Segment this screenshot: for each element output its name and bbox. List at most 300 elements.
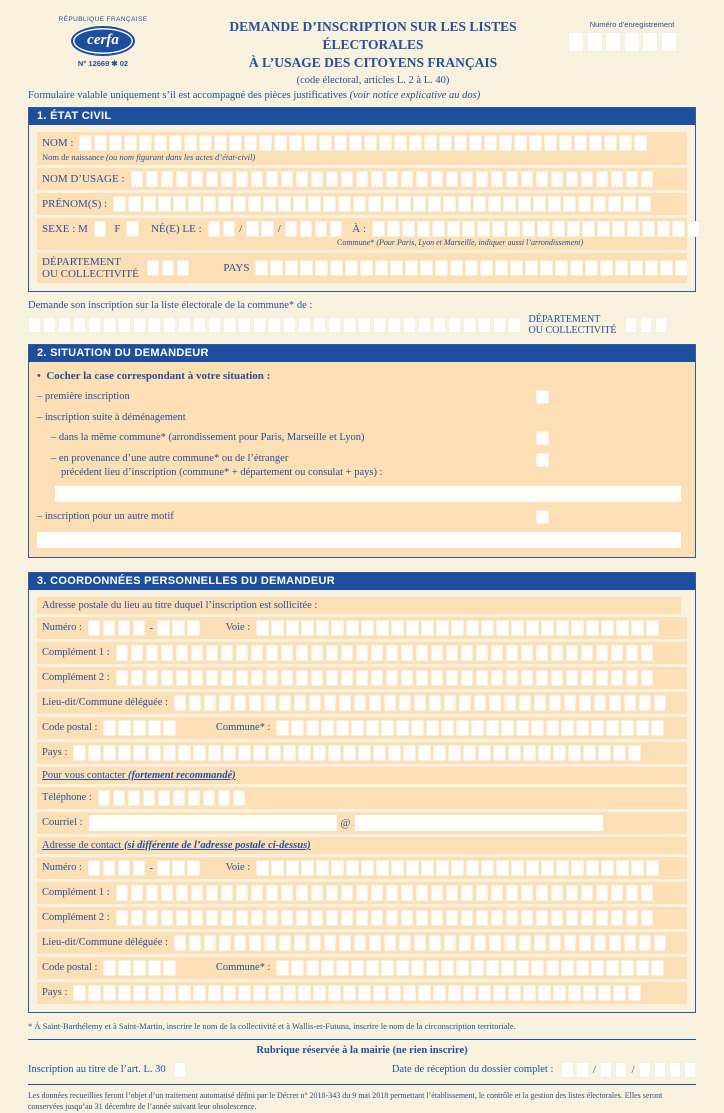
char-box[interactable] [321,960,334,976]
char-box[interactable] [645,260,658,276]
char-box[interactable] [516,960,529,976]
char-box[interactable] [286,860,299,876]
contact-numero-bis-input[interactable] [157,860,200,876]
char-box[interactable] [221,910,234,926]
char-box[interactable] [611,645,624,661]
char-box[interactable] [371,910,384,926]
char-box[interactable] [631,620,644,636]
char-box[interactable] [426,960,439,976]
char-box[interactable] [316,860,329,876]
postal-numero-input[interactable] [88,620,146,636]
char-box[interactable] [630,260,643,276]
char-box[interactable] [463,317,476,333]
char-box[interactable] [133,745,146,761]
char-box[interactable] [188,196,201,212]
char-box[interactable] [188,790,201,806]
char-box[interactable] [351,960,364,976]
char-box[interactable] [133,860,146,876]
char-box[interactable] [581,885,594,901]
char-box[interactable] [244,135,257,151]
char-box[interactable] [388,317,401,333]
char-box[interactable] [387,221,400,237]
char-box[interactable] [313,317,326,333]
char-box[interactable] [353,196,366,212]
char-box[interactable] [219,695,232,711]
char-box[interactable] [208,745,221,761]
char-box[interactable] [568,745,581,761]
char-box[interactable] [432,221,445,237]
char-box[interactable] [281,910,294,926]
char-box[interactable] [386,910,399,926]
char-box[interactable] [661,32,677,52]
char-box[interactable] [146,670,159,686]
char-box[interactable] [208,317,221,333]
char-box[interactable] [523,745,536,761]
char-box[interactable] [157,620,170,636]
char-box[interactable] [147,260,160,276]
char-box[interactable] [174,695,187,711]
char-box[interactable] [657,221,670,237]
char-box[interactable] [429,935,442,951]
postal-numero-bis-input[interactable] [157,620,200,636]
char-box[interactable] [508,745,521,761]
registration-number-boxes[interactable] [568,32,696,52]
char-box[interactable] [161,910,174,926]
char-box[interactable] [373,985,386,1001]
char-box[interactable] [451,860,464,876]
char-box[interactable] [309,695,322,711]
char-box[interactable] [294,695,307,711]
char-box[interactable] [219,935,232,951]
char-box[interactable] [576,720,589,736]
char-box[interactable] [403,985,416,1001]
postal-complement1-input[interactable] [116,645,654,661]
char-box[interactable] [399,935,412,951]
char-box[interactable] [203,196,216,212]
char-box[interactable] [294,935,307,951]
char-box[interactable] [371,885,384,901]
char-box[interactable] [624,695,637,711]
char-box[interactable] [492,221,505,237]
char-box[interactable] [176,910,189,926]
char-box[interactable] [411,960,424,976]
char-box[interactable] [184,135,197,151]
char-box[interactable] [323,196,336,212]
char-box[interactable] [654,1062,667,1078]
char-box[interactable] [351,720,364,736]
char-box[interactable] [458,196,471,212]
char-box[interactable] [540,260,553,276]
char-box[interactable] [116,910,129,926]
char-box[interactable] [315,221,328,237]
char-box[interactable] [518,196,531,212]
char-box[interactable] [131,885,144,901]
char-box[interactable] [491,885,504,901]
char-box[interactable] [341,645,354,661]
char-box[interactable] [161,645,174,661]
char-box[interactable] [628,985,641,1001]
char-box[interactable] [336,720,349,736]
char-box[interactable] [623,196,636,212]
char-box[interactable] [579,935,592,951]
char-box[interactable] [416,670,429,686]
sexe-m-checkbox[interactable] [94,221,107,237]
char-box[interactable] [418,317,431,333]
char-box[interactable] [311,171,324,187]
char-box[interactable] [581,645,594,661]
char-box[interactable] [253,317,266,333]
char-box[interactable] [116,645,129,661]
char-box[interactable] [109,135,122,151]
char-box[interactable] [566,645,579,661]
char-box[interactable] [276,960,289,976]
char-box[interactable] [568,32,584,52]
char-box[interactable] [304,135,317,151]
char-box[interactable] [433,317,446,333]
char-box[interactable] [189,695,202,711]
char-box[interactable] [536,910,549,926]
char-box[interactable] [236,885,249,901]
char-box[interactable] [133,317,146,333]
char-box[interactable] [343,985,356,1001]
char-box[interactable] [298,317,311,333]
char-box[interactable] [486,720,499,736]
char-box[interactable] [491,670,504,686]
char-box[interactable] [641,670,654,686]
char-box[interactable] [43,317,56,333]
char-box[interactable] [274,135,287,151]
courriel-domain-input[interactable] [355,815,603,831]
char-box[interactable] [313,745,326,761]
char-box[interactable] [178,317,191,333]
char-box[interactable] [571,860,584,876]
char-box[interactable] [326,670,339,686]
char-box[interactable] [403,317,416,333]
char-box[interactable] [567,221,580,237]
char-box[interactable] [128,790,141,806]
char-box[interactable] [495,260,508,276]
char-box[interactable] [639,935,652,951]
char-box[interactable] [346,620,359,636]
char-box[interactable] [174,935,187,951]
char-box[interactable] [248,196,261,212]
char-box[interactable] [326,885,339,901]
char-box[interactable] [416,171,429,187]
char-box[interactable] [146,171,159,187]
char-box[interactable] [324,695,337,711]
char-box[interactable] [493,985,506,1001]
char-box[interactable] [641,885,654,901]
char-box[interactable] [570,260,583,276]
char-box[interactable] [251,645,264,661]
char-box[interactable] [313,985,326,1001]
char-box[interactable] [191,645,204,661]
char-box[interactable] [345,260,358,276]
char-box[interactable] [641,171,654,187]
date-reception-year-input[interactable] [639,1062,697,1078]
char-box[interactable] [88,985,101,1001]
char-box[interactable] [369,695,382,711]
char-box[interactable] [238,985,251,1001]
char-box[interactable] [534,695,547,711]
char-box[interactable] [301,620,314,636]
char-box[interactable] [203,790,216,806]
char-box[interactable] [285,260,298,276]
char-box[interactable] [238,317,251,333]
char-box[interactable] [549,695,562,711]
char-box[interactable] [446,910,459,926]
char-box[interactable] [246,221,259,237]
char-box[interactable] [264,695,277,711]
char-box[interactable] [594,935,607,951]
char-box[interactable] [611,171,624,187]
char-box[interactable] [431,885,444,901]
char-box[interactable] [388,745,401,761]
char-box[interactable] [611,670,624,686]
char-box[interactable] [537,221,550,237]
char-box[interactable] [414,695,427,711]
char-box[interactable] [608,196,621,212]
char-box[interactable] [253,745,266,761]
char-box[interactable] [549,935,562,951]
autre-motif-checkbox[interactable] [536,510,549,524]
char-box[interactable] [544,135,557,151]
char-box[interactable] [298,985,311,1001]
char-box[interactable] [316,620,329,636]
char-box[interactable] [300,221,313,237]
char-box[interactable] [229,135,242,151]
char-box[interactable] [356,171,369,187]
char-box[interactable] [634,135,647,151]
char-box[interactable] [420,260,433,276]
char-box[interactable] [321,720,334,736]
char-box[interactable] [401,171,414,187]
char-box[interactable] [486,960,499,976]
premiere-inscription-checkbox[interactable] [536,390,549,404]
char-box[interactable] [521,910,534,926]
char-box[interactable] [300,260,313,276]
char-box[interactable] [654,695,667,711]
char-box[interactable] [511,860,524,876]
char-box[interactable] [581,171,594,187]
char-box[interactable] [566,171,579,187]
char-box[interactable] [591,960,604,976]
char-box[interactable] [189,935,202,951]
char-box[interactable] [163,745,176,761]
char-box[interactable] [636,960,649,976]
char-box[interactable] [448,745,461,761]
char-box[interactable] [172,620,185,636]
char-box[interactable] [401,670,414,686]
char-box[interactable] [536,885,549,901]
char-box[interactable] [118,745,131,761]
char-box[interactable] [626,910,639,926]
char-box[interactable] [176,670,189,686]
char-box[interactable] [94,135,107,151]
autre-commune-checkbox[interactable] [536,453,549,467]
char-box[interactable] [191,885,204,901]
char-box[interactable] [566,885,579,901]
char-box[interactable] [283,745,296,761]
char-box[interactable] [386,670,399,686]
char-box[interactable] [291,960,304,976]
char-box[interactable] [559,135,572,151]
char-box[interactable] [646,620,659,636]
char-box[interactable] [103,745,116,761]
commune-request-input[interactable] [28,317,521,333]
char-box[interactable] [133,720,146,736]
date-reception-day-input[interactable] [561,1062,589,1078]
char-box[interactable] [172,860,185,876]
char-box[interactable] [103,317,116,333]
char-box[interactable] [146,885,159,901]
char-box[interactable] [401,910,414,926]
char-box[interactable] [611,885,624,901]
char-box[interactable] [221,171,234,187]
char-box[interactable] [433,745,446,761]
char-box[interactable] [266,171,279,187]
char-box[interactable] [103,720,116,736]
char-box[interactable] [409,135,422,151]
char-box[interactable] [356,885,369,901]
char-box[interactable] [576,1062,589,1078]
char-box[interactable] [281,171,294,187]
char-box[interactable] [466,620,479,636]
char-box[interactable] [281,645,294,661]
char-box[interactable] [309,935,322,951]
char-box[interactable] [396,720,409,736]
char-box[interactable] [625,317,638,333]
char-box[interactable] [646,860,659,876]
char-box[interactable] [259,135,272,151]
char-box[interactable] [343,745,356,761]
char-box[interactable] [238,745,251,761]
char-box[interactable] [143,196,156,212]
char-box[interactable] [612,221,625,237]
char-box[interactable] [581,910,594,926]
char-box[interactable] [444,695,457,711]
char-box[interactable] [578,196,591,212]
char-box[interactable] [508,317,521,333]
char-box[interactable] [131,910,144,926]
char-box[interactable] [234,935,247,951]
char-box[interactable] [596,171,609,187]
char-box[interactable] [379,135,392,151]
char-box[interactable] [311,910,324,926]
char-box[interactable] [521,171,534,187]
char-box[interactable] [339,935,352,951]
char-box[interactable] [429,695,442,711]
char-box[interactable] [596,670,609,686]
prenoms-input[interactable] [113,196,651,212]
char-box[interactable] [204,935,217,951]
char-box[interactable] [79,135,92,151]
char-box[interactable] [416,645,429,661]
char-box[interactable] [583,985,596,1001]
char-box[interactable] [448,317,461,333]
char-box[interactable] [311,645,324,661]
char-box[interactable] [561,1062,574,1078]
char-box[interactable] [551,171,564,187]
char-box[interactable] [640,317,653,333]
char-box[interactable] [341,171,354,187]
char-box[interactable] [103,860,116,876]
char-box[interactable] [538,745,551,761]
char-box[interactable] [555,260,568,276]
char-box[interactable] [553,745,566,761]
char-box[interactable] [118,860,131,876]
char-box[interactable] [582,221,595,237]
contact-pays-input[interactable] [73,985,641,1001]
char-box[interactable] [236,670,249,686]
char-box[interactable] [639,695,652,711]
char-box[interactable] [131,171,144,187]
contact-complement2-input[interactable] [116,910,654,926]
contact-lieudit-input[interactable] [174,935,667,951]
char-box[interactable] [236,910,249,926]
char-box[interactable] [444,935,457,951]
char-box[interactable] [493,745,506,761]
char-box[interactable] [281,670,294,686]
char-box[interactable] [426,720,439,736]
char-box[interactable] [306,720,319,736]
char-box[interactable] [574,135,587,151]
char-box[interactable] [283,985,296,1001]
char-box[interactable] [264,935,277,951]
char-box[interactable] [439,135,452,151]
char-box[interactable] [113,790,126,806]
char-box[interactable] [522,221,535,237]
char-box[interactable] [346,860,359,876]
char-box[interactable] [356,670,369,686]
char-box[interactable] [386,171,399,187]
char-box[interactable] [616,860,629,876]
char-box[interactable] [133,620,146,636]
char-box[interactable] [308,196,321,212]
char-box[interactable] [369,935,382,951]
contact-voie-input[interactable] [256,860,659,876]
char-box[interactable] [398,196,411,212]
char-box[interactable] [491,910,504,926]
char-box[interactable] [441,960,454,976]
char-box[interactable] [206,885,219,901]
char-box[interactable] [564,695,577,711]
char-box[interactable] [506,171,519,187]
char-box[interactable] [421,860,434,876]
char-box[interactable] [448,985,461,1001]
char-box[interactable] [675,260,688,276]
char-box[interactable] [148,960,161,976]
char-box[interactable] [514,135,527,151]
char-box[interactable] [586,860,599,876]
char-box[interactable] [491,645,504,661]
char-box[interactable] [581,670,594,686]
char-box[interactable] [563,196,576,212]
char-box[interactable] [499,135,512,151]
char-box[interactable] [593,196,606,212]
char-box[interactable] [368,196,381,212]
char-box[interactable] [376,620,389,636]
char-box[interactable] [271,620,284,636]
char-box[interactable] [296,171,309,187]
contact-code-postal-input[interactable] [103,960,176,976]
char-box[interactable] [465,260,478,276]
char-box[interactable] [471,960,484,976]
char-box[interactable] [328,317,341,333]
char-box[interactable] [289,135,302,151]
char-box[interactable] [636,720,649,736]
char-box[interactable] [386,885,399,901]
